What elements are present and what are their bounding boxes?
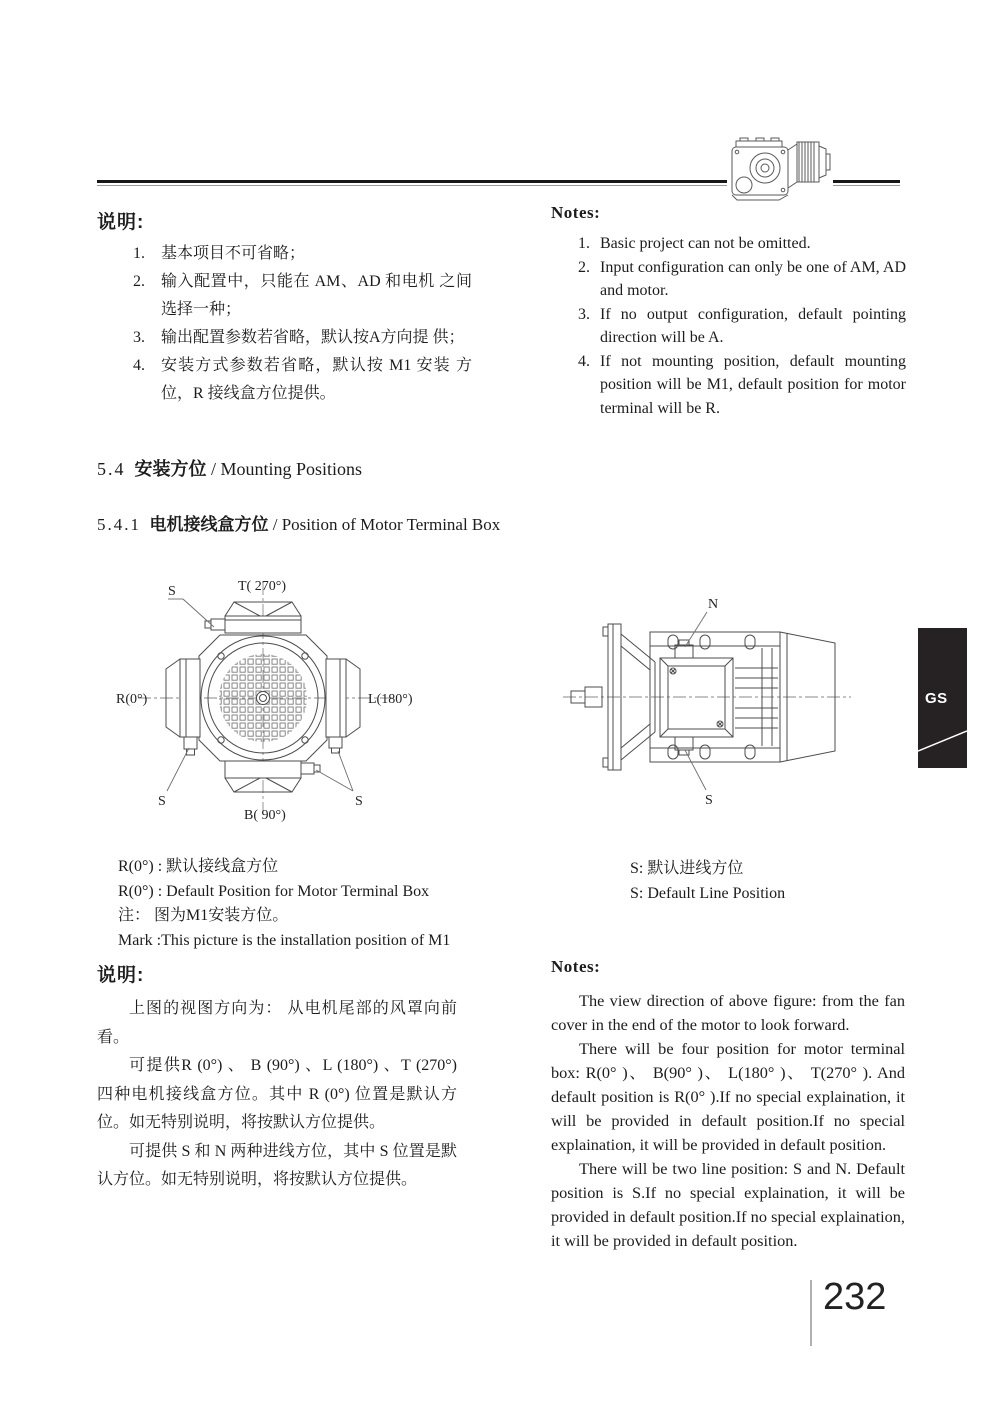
section-title-en: / Mounting Positions [211, 459, 363, 479]
item-number: 4. [578, 352, 590, 370]
bottom-notes-cn [97, 960, 457, 1195]
side-tab-stripe [918, 628, 967, 768]
section-title-541 [97, 510, 500, 535]
section-title-cn: 安装方位 [134, 459, 207, 479]
top-notes-cn-heading: 说明: [97, 212, 145, 233]
item-number: 1. [578, 235, 590, 252]
list-item [578, 303, 906, 350]
motor-side-view-diagram [555, 580, 855, 815]
label-s-bottom-right: S [355, 794, 363, 809]
label-r0: R(0°) [116, 692, 148, 707]
item-text: If no output configuration, default pointing direction will be A. [600, 305, 906, 346]
caption-line: R(0°) : Default Position for Motor Terminal Box [118, 882, 430, 900]
caption-line: R(0°) : 默认接线盒方位 [118, 858, 279, 875]
page-number: 232 [823, 1276, 887, 1318]
label-b90: B( 90°) [244, 808, 286, 823]
caption-line: S: 默认进线方位 [630, 860, 744, 877]
item-text: If not mounting position, default mounting position will be M1, default position for motor terminal will be R. [600, 352, 906, 417]
motor-rear-view-diagram [100, 572, 430, 827]
item-text: 基本项目不可省略； [161, 245, 306, 262]
item-number: 4. [133, 357, 145, 374]
bottom-notes-cn-heading: 说明: [97, 965, 145, 986]
paragraph: The view direction of above figure: from the fan cover in the end of the motor to look forward. [551, 991, 905, 1034]
label-s: S [705, 793, 713, 808]
list-item [133, 324, 472, 352]
section-number: 5.4 [97, 459, 126, 479]
caption-line: Mark :This picture is the installation position of M1 [118, 931, 451, 949]
caption-line: S: Default Line Position [630, 884, 786, 902]
item-number: 3. [133, 329, 145, 346]
top-rule-right [833, 180, 900, 186]
item-text: 输入配置中，只能在 AM、AD 和电机 之间选择一种； [161, 273, 472, 318]
side-tab-gs [918, 628, 967, 768]
label-s-bottom-left: S [158, 794, 166, 809]
list-item [578, 256, 906, 303]
gearmotor-illustration [727, 130, 833, 204]
item-text: 安装方式参数若省略，默认按 M1 安装 方位，R 接线盒方位提供。 [161, 357, 472, 402]
list-item [578, 350, 906, 421]
caption-left [118, 855, 528, 953]
section-title-en: / Position of Motor Terminal Box [272, 515, 501, 534]
section-number: 5.4.1 [97, 515, 141, 534]
paragraph: 可提供 S 和 N 两种进线方位，其中 S 位置是默认方位。如无特别说明，将按默认方位提供。 [97, 1142, 457, 1188]
paragraph: 上图的视图方向为： 从电机尾部的风罩向前看。 [97, 1000, 457, 1046]
top-notes-en-heading: Notes: [551, 203, 601, 222]
page-number-divider [810, 1280, 812, 1346]
list-item [133, 240, 472, 268]
label-n: N [708, 597, 719, 612]
item-text: Input configuration can only be one of AM, AD and motor. [600, 258, 906, 299]
label-t270: T( 270°) [238, 579, 286, 594]
item-number: 2. [578, 258, 590, 276]
section-title-54 [97, 455, 362, 481]
paragraph: 可提供R (0°) 、 B (90°) 、L (180°) 、T (270°) 四种电机接线盒方位。其中 R (0°) 位置是默认方位。如无特别说明，将按默认方位提供。 [97, 1057, 457, 1131]
list-item [133, 268, 472, 324]
label-s-top: S [168, 584, 176, 599]
paragraph: There will be two line position: S and N. Default position is S.If no special explaination, it will be provided in default position.If no special explaination, it will be provided in default position. [551, 1159, 905, 1250]
caption-right [630, 857, 910, 906]
item-number: 3. [578, 305, 590, 323]
caption-line: 注： 图为M1安装方位。 [118, 907, 289, 924]
bottom-notes-en-heading: Notes: [551, 957, 601, 976]
item-text: Basic project can not be omitted. [600, 235, 811, 252]
bottom-notes-en [551, 957, 905, 1253]
section-title-cn: 电机接线盒方位 [149, 515, 269, 534]
top-rule-left [97, 180, 727, 186]
list-item [578, 232, 906, 256]
item-number: 1. [133, 245, 145, 262]
item-number: 2. [133, 273, 145, 290]
item-text: 输出配置参数若省略，默认按A方向提 供； [161, 329, 465, 346]
side-tab-label: GS [925, 690, 948, 707]
label-l180: L(180°) [368, 692, 413, 707]
list-item [133, 352, 472, 408]
top-notes-en [551, 203, 906, 420]
paragraph: There will be four position for motor terminal box: R(0° )、 B(90° )、 L(180° )、 T(270° ). And default position is R(0° ).If no special explaination, it will be provided in default position.If no special explaination, it will be provided in default position. [551, 1039, 905, 1154]
top-notes-cn [97, 207, 472, 408]
